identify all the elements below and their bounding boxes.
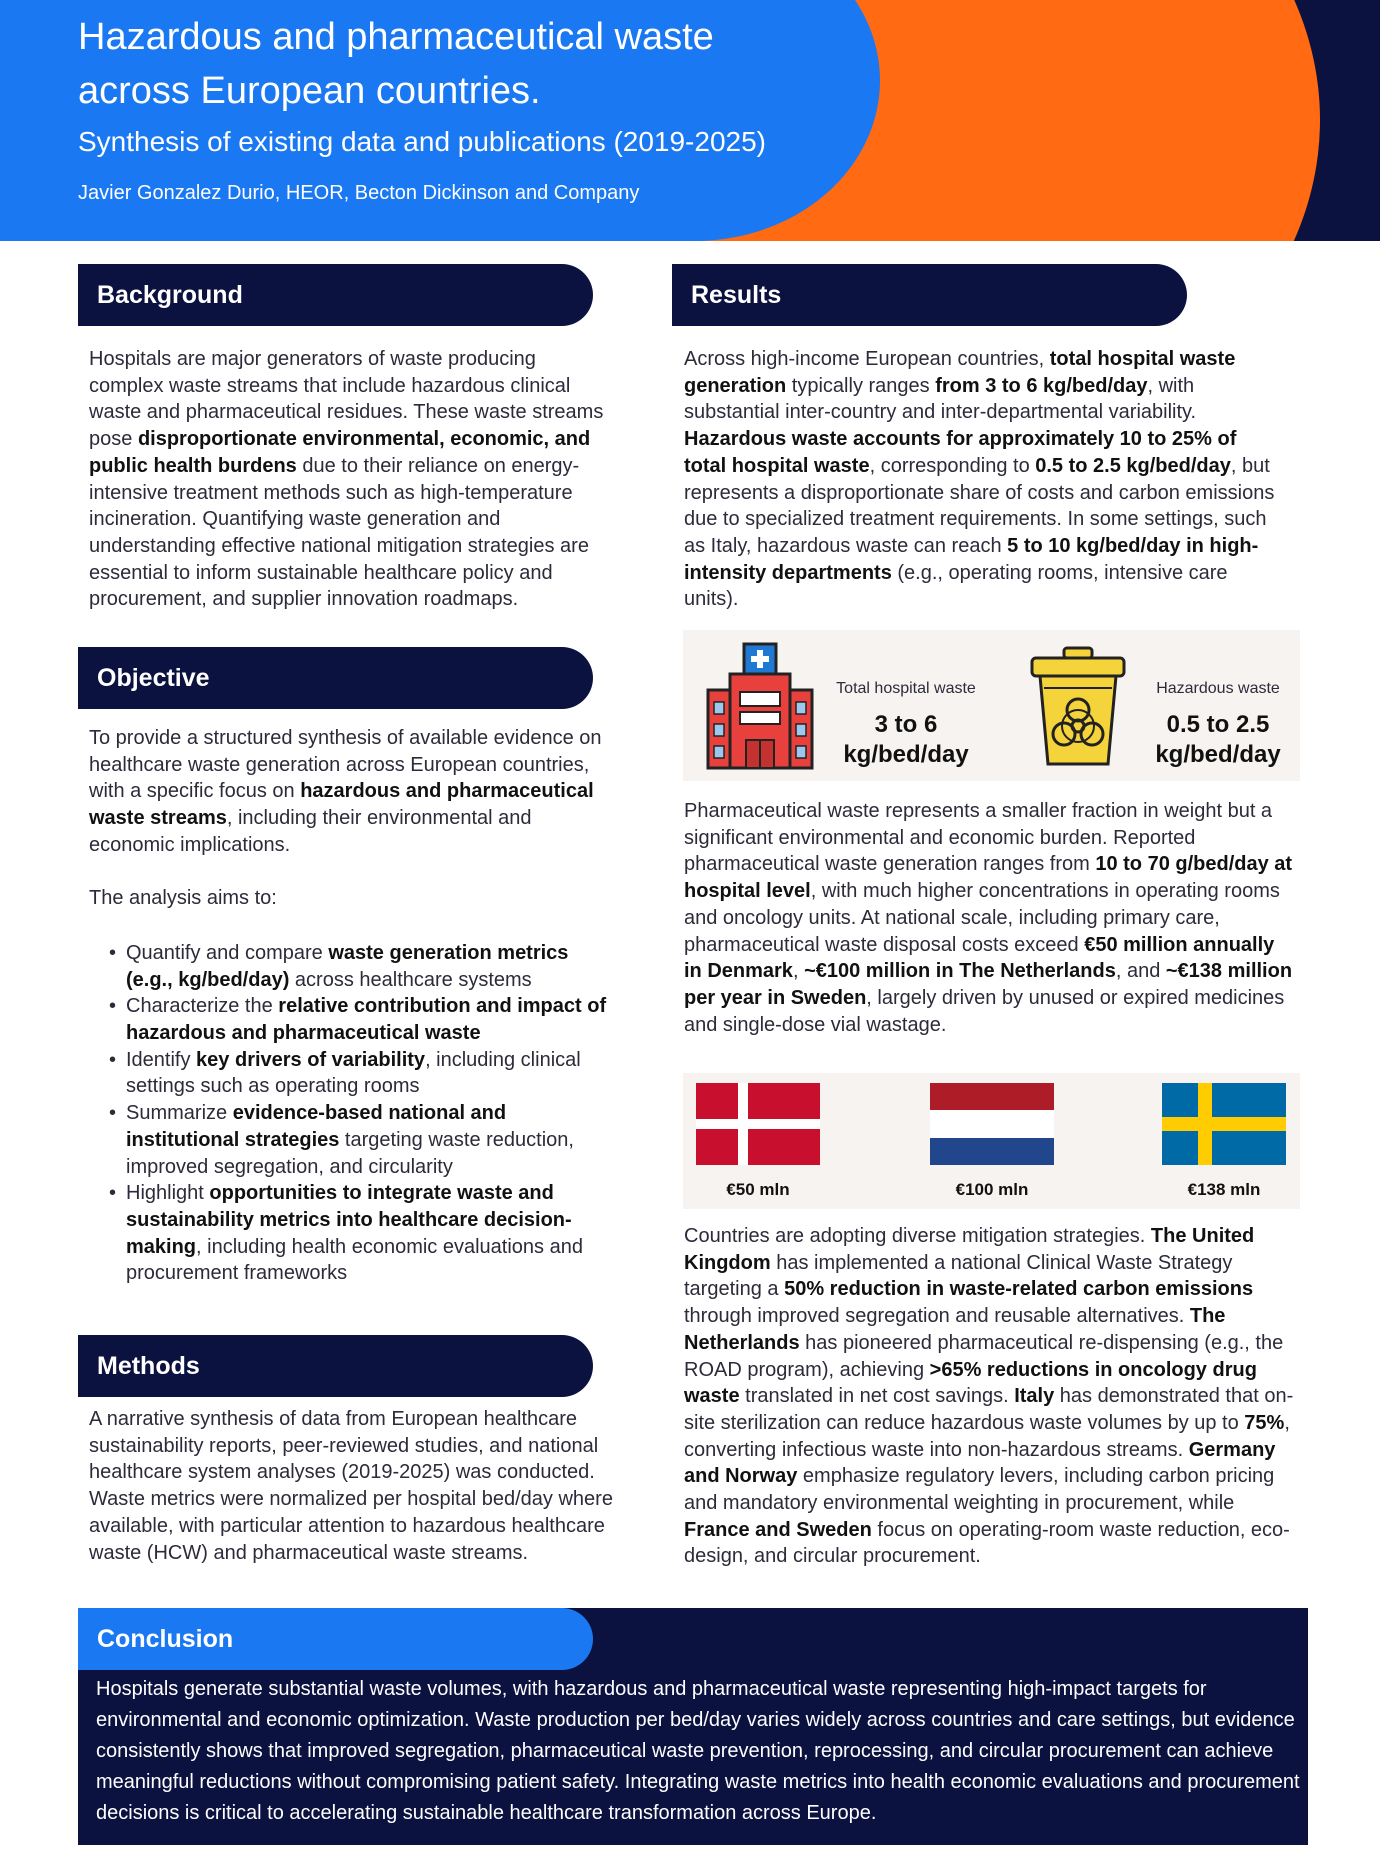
text-bold-run: 5 to 10 kg/bed/day in high-intensity departments	[684, 534, 1259, 584]
objective-heading: Objective	[78, 647, 593, 709]
rich-text	[684, 348, 1274, 610]
text-bold-run: >65% reductions in oncology drug waste	[684, 1358, 1257, 1408]
text-run: typically ranges	[786, 374, 936, 397]
netherlands-cost-label: €100 mln	[955, 1180, 1029, 1199]
aim-text: , including clinical settings such as operating rooms	[126, 1048, 581, 1098]
text-run: ,	[792, 960, 805, 983]
text-run: , largely driven by unused or expired medicines and single-dose vial wastage.	[684, 986, 1285, 1036]
text-run: emphasize regulatory levers, including carbon pricing and mandatory environmental weighting in procurement, while	[684, 1465, 1275, 1515]
list-item	[106, 1180, 619, 1287]
text-run: Countries are adopting diverse mitigation strategies.	[684, 1225, 1151, 1247]
total-waste-label: Total hospital waste	[836, 680, 976, 697]
text-run: , converting infectious waste into non-hazardous streams.	[684, 1411, 1290, 1461]
text-bold-run: ~€100 million in The Netherlands	[804, 960, 1116, 983]
rich-text	[684, 1225, 1293, 1567]
list-item	[106, 1100, 619, 1180]
text-run: , with much higher concentrations in operating rooms and oncology units. At national scale, including primary care, pharmaceutical waste disposal costs exceed	[684, 880, 1280, 956]
objective-text-part: , including their environmental and economic implications.	[89, 807, 532, 856]
background-text	[89, 346, 609, 613]
list-item	[106, 1047, 619, 1100]
text-bold-run: 50% reduction in waste-related carbon emissions	[784, 1278, 1254, 1301]
hazardous-waste-label: Hazardous waste	[1156, 680, 1280, 697]
denmark-flag-icon	[696, 1083, 820, 1165]
total-waste-value-number: 3 to 6	[874, 711, 938, 738]
text-bold-run: 0.5 to 2.5 kg/bed/day	[1035, 454, 1231, 477]
objective-text	[89, 725, 619, 859]
aim-bold: evidence-based national and institutional strategies	[126, 1102, 507, 1151]
text-bold-run: from 3 to 6 kg/bed/day	[935, 374, 1148, 397]
hazardous-waste-value	[1138, 710, 1298, 770]
aims-list	[89, 940, 619, 1287]
hazardous-waste-value-number: 0.5 to 2.5	[1166, 711, 1270, 738]
conclusion-heading: Conclusion	[78, 1608, 593, 1670]
text-run: , with substantial inter-country and inter-departmental variability.	[684, 374, 1197, 424]
objective-text-part: To provide a structured synthesis of available evidence on healthcare waste generation across European countries, with a specific focus on	[89, 727, 602, 803]
text-run: Pharmaceutical waste represents a smaller fraction in weight but a significant environmental and economic burden. Reported pharmaceutical waste generation ranges from	[684, 800, 1273, 876]
text-bold-run: 75%	[1244, 1411, 1285, 1434]
text-run: , and	[1115, 960, 1166, 983]
aim-text: Highlight	[126, 1182, 210, 1205]
text-run: , but represents a disproportionate share of costs and carbon emissions due to specialized treatment requirements. In some settings, such as Italy, hazardous waste can reach	[684, 454, 1275, 557]
total-waste-value	[826, 710, 986, 770]
text-bold-run: total hospital waste generation	[684, 348, 1236, 397]
title-line-1: Hazardous and pharmaceutical waste	[78, 16, 714, 58]
title-line-2: across European countries.	[78, 70, 541, 112]
poster-header	[0, 0, 1380, 241]
results-paragraph-3	[684, 1223, 1294, 1570]
background-text-part: due to their reliance on energy-intensive treatment methods such as high-temperature incineration. Quantifying waste generation and understanding effective national mitigation strategies are essential to inform sustainable healthcare policy and procurement, and supplier innovation roadmaps.	[89, 454, 589, 611]
text-bold-run: The United Kingdom	[684, 1225, 1255, 1274]
sweden-cost-label: €138 mln	[1187, 1180, 1261, 1199]
results-paragraph-1	[684, 346, 1284, 613]
text-run: translated in net cost savings.	[739, 1385, 1015, 1408]
text-run: (e.g., operating rooms, intensive care units).	[684, 561, 1228, 611]
aim-text: targeting waste reduction, improved segregation, and circularity	[126, 1128, 574, 1178]
text-bold-run: ~€138 million per year in Sweden	[684, 960, 1293, 1009]
aim-bold: relative contribution and impact of hazardous and pharmaceutical waste	[126, 995, 607, 1045]
waste-stats-panel	[683, 630, 1300, 781]
text-bold-run: €50 million annually in Denmark	[684, 933, 1275, 983]
aim-bold: key drivers of variability	[196, 1048, 426, 1071]
aim-text: Summarize	[126, 1102, 233, 1125]
hazardous-waste-value-unit: kg/bed/day	[1155, 741, 1281, 768]
sweden-flag-icon	[1162, 1083, 1286, 1165]
aim-bold: opportunities to integrate waste and sustainability metrics into healthcare decision-making	[126, 1182, 572, 1258]
text-bold-run: The Netherlands	[684, 1305, 1226, 1354]
biohazard-bin-icon	[1028, 646, 1128, 768]
flags-panel	[683, 1073, 1300, 1209]
aim-bold: waste generation metrics (e.g., kg/bed/day)	[126, 941, 569, 991]
text-run: Across high-income European countries,	[684, 348, 1050, 370]
text-bold-run: Germany and Norway	[684, 1438, 1276, 1488]
aim-text: Characterize the	[126, 995, 279, 1018]
methods-heading: Methods	[78, 1335, 593, 1397]
list-item	[106, 940, 619, 993]
poster-subtitle: Synthesis of existing data and publications (2019-2025)	[78, 126, 766, 157]
header-text	[78, 10, 766, 206]
methods-text: A narrative synthesis of data from European healthcare sustainability reports, peer-reviewed studies, and national healthcare system analyses (2019-2025) was conducted. Waste metrics were normalized per hospital bed/day where available, with particular attention to hazardous healthcare waste (HCW) and pharmaceutical waste streams.	[89, 1408, 613, 1564]
results-paragraph-2	[684, 798, 1294, 1038]
poster-author: Javier Gonzalez Durio, HEOR, Becton Dickinson and Company	[78, 182, 640, 204]
aim-text: , including health economic evaluations and procurement frameworks	[126, 1235, 583, 1285]
aim-text: Identify	[126, 1048, 197, 1071]
text-run: , corresponding to	[869, 454, 1036, 477]
poster-title	[78, 10, 766, 118]
results-heading: Results	[672, 264, 1187, 326]
objective-body	[89, 725, 619, 1287]
netherlands-flag-icon	[930, 1083, 1054, 1165]
conclusion-text: Hospitals generate substantial waste volumes, with hazardous and pharmaceutical waste representing high-impact targets for environmental and economic optimization. Waste production per bed/day varies widely across countries and care settings, but evidence consistently shows that improved segregation, pharmaceutical waste prevention, reprocessing, and circular procurement can achieve meaningful reductions without compromising patient safety. Integrating waste metrics into health economic evaluations and procurement decisions is critical to accelerating sustainable healthcare transformation across Europe.	[96, 1678, 1300, 1824]
aims-intro: The analysis aims to:	[89, 887, 277, 910]
list-item	[106, 993, 619, 1046]
text-bold-run: 10 to 70 g/bed/day at hospital level	[684, 853, 1293, 903]
text-bold-run: Italy	[1014, 1385, 1055, 1408]
objective-text-bold: hazardous and pharmaceutical waste streams	[89, 780, 594, 830]
text-run: has implemented a national Clinical Waste Strategy targeting a	[684, 1251, 1233, 1301]
text-bold-run: Hazardous waste accounts for approximately 10 to 25% of total hospital waste	[684, 428, 1237, 477]
text-run: has pioneered pharmaceutical re-dispensing (e.g., the ROAD program), achieving	[684, 1331, 1284, 1381]
text-bold-run: France and Sweden	[684, 1518, 872, 1541]
text-run: has demonstrated that on-site sterilization can reduce hazardous waste volumes by up to	[684, 1385, 1294, 1434]
aim-text: Quantify and compare	[126, 941, 329, 964]
background-heading: Background	[78, 264, 593, 326]
denmark-cost-label: €50 mln	[726, 1180, 790, 1199]
total-waste-value-unit: kg/bed/day	[843, 741, 969, 768]
hospital-icon	[706, 642, 814, 772]
background-text-bold: disproportionate environmental, economic, and public health burdens	[89, 428, 591, 477]
rich-text	[684, 800, 1292, 1036]
text-run: focus on operating-room waste reduction, eco-design, and circular procurement.	[684, 1518, 1290, 1568]
text-run: through improved segregation and reusable alternatives.	[684, 1305, 1190, 1328]
background-text-part: Hospitals are major generators of waste producing complex waste streams that include hazardous clinical waste and pharmaceutical residues. These waste streams pose	[89, 348, 604, 451]
aim-text: across healthcare systems	[289, 968, 532, 991]
